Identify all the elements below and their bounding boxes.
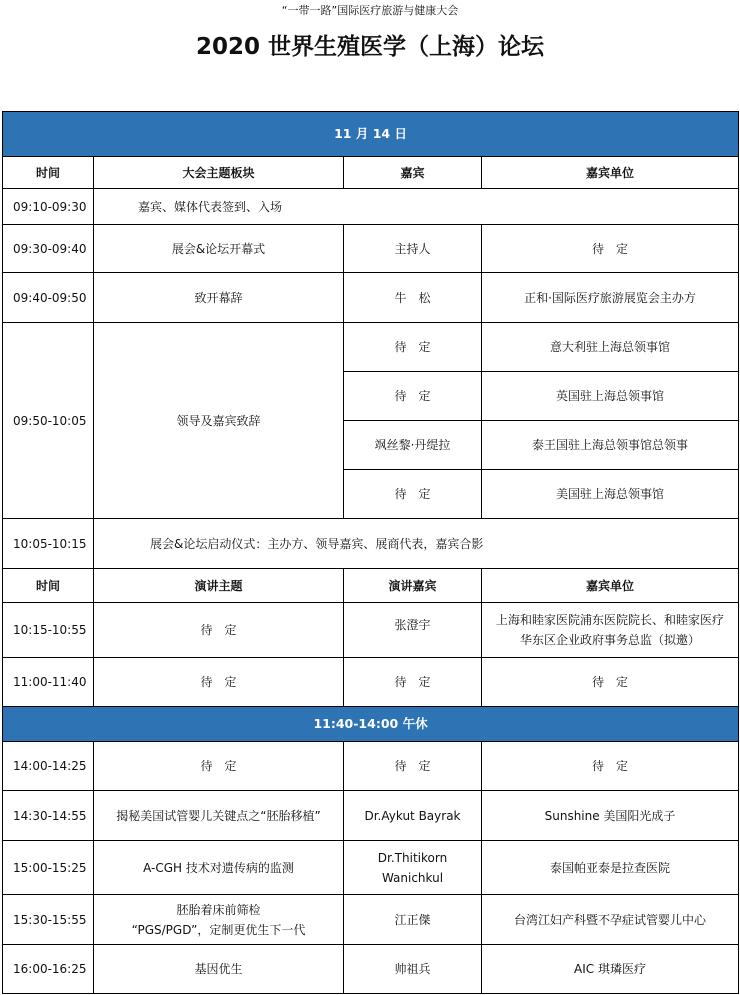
org-cell: 台湾江妇产科暨不孕症试管婴儿中心 [482, 895, 739, 945]
org-cell: 待 定 [482, 742, 739, 791]
org-cell: 美国驻上海总领事馆 [482, 470, 739, 519]
topic-cell: 嘉宾、媒体代表签到、入场 [94, 189, 739, 225]
table-row [3, 841, 739, 895]
col-header-time: 时间 [3, 157, 94, 189]
table-row [3, 791, 739, 841]
talk-topic-cell: 待 定 [94, 658, 344, 707]
guest-cell: 飒丝黎·丹缇拉 [344, 421, 482, 470]
time-cell: 10:05-10:15 [3, 519, 94, 569]
time-cell: 15:30-15:55 [3, 895, 94, 945]
table-row [3, 742, 739, 791]
speaker-cell: 江正傑 [344, 895, 482, 945]
time-cell: 15:00-15:25 [3, 841, 94, 895]
speaker-cell: 待 定 [344, 742, 482, 791]
org-cell [482, 603, 739, 658]
col-header-topic: 大会主题板块 [94, 157, 344, 189]
guest-cell: 待 定 [344, 372, 482, 421]
table-row [3, 895, 739, 945]
col-header-talk-topic: 演讲主题 [94, 569, 344, 603]
time-cell: 09:10-09:30 [3, 189, 94, 225]
speaker-cell: Dr.Aykut Bayrak [344, 791, 482, 841]
guest-cell: 待 定 [344, 470, 482, 519]
org-line: 上海和睦家医院浦东医院院长、和睦家医疗 [496, 613, 725, 627]
topic-cell: 展会&论坛开幕式 [94, 225, 344, 273]
org-cell: Sunshine 美国阳光成子 [482, 791, 739, 841]
col-header-guest: 嘉宾 [344, 157, 482, 189]
table-row [3, 323, 739, 372]
col-header-org: 嘉宾单位 [482, 157, 739, 189]
speaker-cell: 张澄宇 [344, 603, 482, 658]
table-row [3, 225, 739, 273]
talk-topic-cell [94, 895, 344, 945]
break-band-row [3, 707, 739, 742]
conference-subtitle: “一带一路”国际医疗旅游与健康大会 [281, 4, 459, 17]
time-cell: 16:00-16:25 [3, 945, 94, 994]
topic-cell: 领导及嘉宾致辞 [94, 323, 344, 519]
time-cell: 09:50-10:05 [3, 323, 94, 519]
guest-cell: 主持人 [344, 225, 482, 273]
time-cell: 09:40-09:50 [3, 273, 94, 323]
table-row [3, 273, 739, 323]
time-cell: 14:30-14:55 [3, 791, 94, 841]
talk-topic-cell: 基因优生 [94, 945, 344, 994]
org-line: 华东区企业政府事务总监（拟邀） [520, 633, 701, 647]
header-row-talks [3, 569, 739, 603]
time-cell: 14:00-14:25 [3, 742, 94, 791]
speaker-cell: 帅祖兵 [344, 945, 482, 994]
org-cell: 泰国帕亚泰是拉查医院 [482, 841, 739, 895]
org-cell: 正和·国际医疗旅游展览会主办方 [482, 273, 739, 323]
talk-topic-cell: 揭秘美国试管婴儿关键点之“胚胎移植” [94, 791, 344, 841]
col-header-org: 嘉宾单位 [482, 569, 739, 603]
topic-cell: 致开幕辞 [94, 273, 344, 323]
time-cell: 11:00-11:40 [3, 658, 94, 707]
table-row [3, 519, 739, 569]
org-cell: 意大利驻上海总领事馆 [482, 323, 739, 372]
speaker-cell: 待 定 [344, 658, 482, 707]
topic-cell: 展会&论坛启动仪式：主办方、领导嘉宾、展商代表，嘉宾合影 [94, 519, 739, 569]
talk-topic-cell: 待 定 [94, 742, 344, 791]
guest-cell: 待 定 [344, 323, 482, 372]
guest-cell: 牛 松 [344, 273, 482, 323]
day-band: 11 月 14 日 [3, 112, 739, 157]
table-row [3, 945, 739, 994]
org-cell: 待 定 [482, 225, 739, 273]
topic-line: “PGS/PGD”，定制更优生下一代 [131, 922, 306, 937]
org-cell: 英国驻上海总领事馆 [482, 372, 739, 421]
speaker-cell [344, 841, 482, 895]
org-cell: AIC 琪璘医疗 [482, 945, 739, 994]
time-cell: 10:15-10:55 [3, 603, 94, 658]
table-row [3, 603, 739, 658]
break-band: 11:40-14:00 午休 [3, 707, 739, 742]
talk-topic-cell: 待 定 [94, 603, 344, 658]
org-cell: 泰王国驻上海总领事馆总领事 [482, 421, 739, 470]
header-row-main [3, 157, 739, 189]
time-cell: 09:30-09:40 [3, 225, 94, 273]
speaker-line: Wanichkul [381, 870, 444, 885]
col-header-speaker: 演讲嘉宾 [344, 569, 482, 603]
page-title: 2020 世界生殖医学（上海）论坛 [195, 34, 545, 60]
schedule-table [2, 111, 739, 994]
topic-line: 胚胎着床前筛检 [176, 902, 261, 917]
table-row [3, 189, 739, 225]
org-cell: 待 定 [482, 658, 739, 707]
col-header-time: 时间 [3, 569, 94, 603]
day-band-row [3, 112, 739, 157]
table-row [3, 658, 739, 707]
speaker-line: Dr.Thitikorn [377, 850, 448, 865]
talk-topic-cell: A-CGH 技术对遗传病的监测 [94, 841, 344, 895]
